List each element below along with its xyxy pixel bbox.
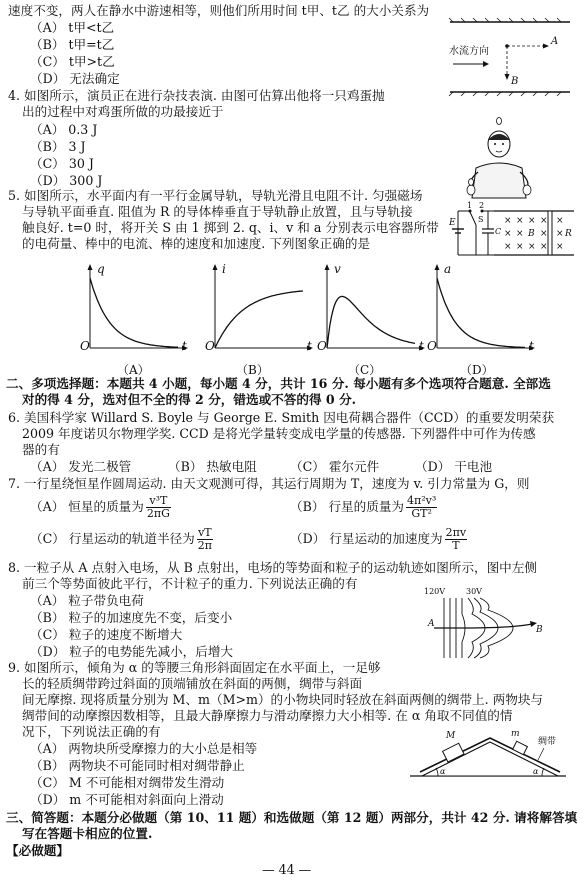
- q9-option-a: （A） 两物块所受摩擦力的大小总是相等: [30, 741, 258, 756]
- section-3-heading-2: 写在答题卡相应的位置.: [22, 826, 153, 841]
- q6-text-1: 6. 美国科学家 Willard S. Boyle 与 George E. Smith 因电荷耦合器件（CCD）的重要发明荣获: [8, 410, 555, 425]
- svg-text:×: ×: [528, 216, 536, 226]
- graph-b-y-label: i: [222, 262, 226, 276]
- q7-b-text: （B） 行星的质量为: [290, 499, 405, 514]
- section-2-heading-2: 对的得 4 分，选对但不全的得 2 分，错选或不答的得 0 分.: [22, 392, 357, 407]
- graph-d-svg: [425, 264, 535, 364]
- graph-c-y-label: v: [334, 262, 341, 276]
- point-b-label: B: [511, 76, 519, 87]
- svg-text:×: ×: [516, 216, 524, 226]
- graph-a-origin: O: [80, 339, 90, 353]
- page-number: — 44 —: [262, 862, 312, 877]
- ribbon-label: 绸带: [538, 737, 557, 747]
- graph-c-origin: O: [317, 339, 327, 353]
- graph-d-label: （D）: [460, 363, 494, 377]
- required-questions-label: 【必做题】: [6, 843, 69, 858]
- q4-option-a: （A） 0.3 J: [30, 122, 98, 137]
- curve-a: [437, 278, 525, 347]
- q9-option-c: （C） M 不可能相对绸带发生滑动: [30, 775, 225, 790]
- q8-text-2: 前三个等势面彼此平行，不计粒子的重力. 下列说法正确的有: [22, 576, 358, 591]
- q8-option-d: （D） 粒子的电势能先减小，后增大: [30, 644, 234, 659]
- graph-a-x-label: t: [182, 339, 187, 353]
- q5-text-2: 与导轨平面垂直. 阻值为 R 的导体棒垂直于导轨静止放置，且与导轨接: [22, 204, 413, 219]
- graph-a-y-label: q: [97, 262, 105, 276]
- q7-option-a: [30, 494, 173, 520]
- q8-option-a: （A） 粒子带负电荷: [30, 593, 144, 608]
- svg-text:×: ×: [516, 242, 524, 252]
- mass-M-label: M: [446, 731, 456, 741]
- terminal-2-label: 2: [479, 201, 485, 210]
- graph-b-x-label: t: [307, 339, 312, 353]
- field-label: B: [528, 229, 535, 239]
- q7-c-fraction: $\frac{vT}{2\pi}$: [197, 526, 212, 552]
- angle-left-label: α: [440, 767, 446, 776]
- resistance-label: R: [565, 229, 572, 239]
- q4-option-b: （B） 3 J: [30, 139, 86, 154]
- graph-d-y-label: a: [444, 262, 452, 276]
- svg-text:×: ×: [504, 229, 512, 239]
- svg-text:×: ×: [504, 216, 512, 226]
- q6-text-2: 2009 年度诺贝尔物理学奖. CCD 是将光学量转变成电学量的传感器. 下列器件中可作为传感: [22, 426, 536, 441]
- potential-30v-label: 30V: [466, 587, 482, 596]
- curve-q: [90, 278, 178, 347]
- q5-circuit-figure: [448, 203, 576, 261]
- graph-c-x-label: t: [419, 339, 424, 353]
- capacitor-label: C: [495, 227, 502, 236]
- graph-a-svg: [78, 264, 188, 364]
- q5-text-1: 5. 如图所示，水平面内有一平行金属导轨，导轨光滑且电阻不计. 匀强磁场: [8, 188, 423, 203]
- q4-text-1: 4. 如图所示，演员正在进行杂技表演. 由图可估算出他将一只鸡蛋抛: [8, 88, 385, 103]
- emf-label: E: [449, 218, 456, 228]
- q8-point-b: B: [536, 625, 543, 635]
- point-a-label: A: [551, 36, 559, 47]
- graph-b-origin: O: [205, 339, 215, 353]
- q9-incline-figure: [408, 724, 568, 782]
- graph-d-x-label: t: [529, 339, 534, 353]
- q6-option-c: （C） 霍尔元件: [290, 459, 380, 474]
- q7-option-c: [30, 526, 215, 552]
- section-3-heading-1: 三、简答题：本题分必做题（第 10、11 题）和选做题（第 12 题）两部分，共计 42 分. 请将解答填: [6, 810, 578, 825]
- q9-text-5: 况下，下列说法正确的有: [22, 724, 161, 739]
- graph-d-origin: O: [427, 339, 437, 353]
- terminal-1-label: 1: [467, 201, 473, 210]
- current-direction-label: 水流方向: [449, 46, 489, 57]
- q3-option-a: （A） t甲<t乙: [30, 20, 115, 35]
- q9-text-2: 长的轻质绸带跨过斜面的顶端铺放在斜面的两侧，绸带与斜面: [22, 676, 363, 691]
- potential-120v-label: 120V: [424, 587, 446, 596]
- svg-text:×: ×: [556, 229, 564, 239]
- q7-c-text: （C） 行星运动的轨道半径为: [30, 531, 195, 546]
- q5-text-4: 的电荷量、棒中的电流、棒的速度和加速度. 下列图象正确的是: [22, 236, 371, 251]
- angle-right-label: α: [533, 767, 539, 776]
- switch-label: S: [478, 215, 484, 224]
- q7-b-fraction: $\frac{\text{4π²v³}}{\text{GT²}}$: [407, 494, 437, 520]
- q6-option-a: （A） 发光二极管: [30, 459, 132, 474]
- q3-option-c: （C） t甲>t乙: [30, 54, 115, 69]
- graph-c-label: （C）: [348, 363, 382, 377]
- q3-option-b: （B） t甲=t乙: [30, 37, 115, 52]
- section-2-heading-1: 二、多项选择题：本题共 4 小题，每小题 4 分，共计 16 分. 每小题有多个选项符合题意. 全部选: [6, 376, 551, 391]
- q7-option-d: [290, 526, 469, 552]
- graph-a-label: （A）: [117, 363, 150, 377]
- q8-field-figure: [420, 584, 560, 660]
- q7-text: 7. 一行星绕恒星作圆周运动. 由天文观测可得，其运行周期为 T，速度为 v. 引力常量为 G，则: [8, 476, 530, 491]
- q4-option-c: （C） 30 J: [30, 156, 94, 171]
- mass-m-label: m: [511, 729, 520, 739]
- q6-option-d: （D） 干电池: [415, 459, 493, 474]
- svg-text:×: ×: [540, 242, 548, 252]
- curve-i: [215, 291, 303, 348]
- q8-text-1: 8. 一粒子从 A 点射入电场，从 B 点射出，电场的等势面和粒子的运动轨迹如图所示，图中左侧: [8, 560, 537, 575]
- q4-text-2: 出的过程中对鸡蛋所做的功最接近于: [22, 104, 224, 119]
- q8-option-b: （B） 粒子的加速度先不变，后变小: [30, 610, 233, 625]
- q7-d-text: （D） 行星运动的加速度为: [290, 531, 443, 546]
- q7-d-fraction: $\frac{2\pi v}{T}$: [445, 526, 467, 552]
- graph-b-svg: [203, 264, 313, 364]
- graph-c-svg: [315, 264, 425, 364]
- q9-option-b: （B） 两物块不可能同时相对绸带静止: [30, 758, 245, 773]
- q7-a-text: （A） 恒星的质量为: [30, 499, 144, 514]
- q9-text-3: 间无摩擦. 现将质量分别为 M、m（M>m）的小物块同时轻放在斜面两侧的绸带上. 两物块与: [22, 692, 544, 707]
- graph-b-label: （B）: [236, 363, 269, 377]
- curve-v: [327, 296, 415, 348]
- svg-text:×: ×: [556, 216, 564, 226]
- q9-text-4: 绸带间的动摩擦因数相等，且最大静摩擦力与滑动摩擦力大小相等. 在 α 角取不同值的情: [22, 708, 513, 723]
- q5-text-3: 触良好. t=0 时，将开关 S 由 1 掷到 2. q、i、v 和 a 分别表示电容器所带: [22, 220, 439, 235]
- svg-text:×: ×: [528, 242, 536, 252]
- svg-text:×: ×: [504, 242, 512, 252]
- svg-text:×: ×: [556, 242, 564, 252]
- svg-text:×: ×: [540, 216, 548, 226]
- svg-text:×: ×: [516, 229, 524, 239]
- svg-text:×: ×: [540, 229, 548, 239]
- q7-option-b: [290, 494, 439, 520]
- q4-option-d: （D） 300 J: [30, 173, 103, 188]
- juggler-figure: [458, 112, 540, 200]
- q8-option-c: （C） 粒子的速度不断增大: [30, 627, 183, 642]
- q7-a-fraction: $\frac{\text{v³T}}{2\pi G}$: [146, 494, 170, 520]
- q3-text: 速度不变，两人在静水中游速相等，则他们所用时间 t甲、t乙 的大小关系为: [8, 3, 430, 18]
- q6-text-3: 器的有: [22, 442, 60, 457]
- q8-point-a: A: [428, 619, 435, 629]
- q3-option-d: （D） 无法确定: [30, 71, 120, 86]
- q3-river-figure: [445, 18, 575, 98]
- q6-option-b: （B） 热敏电阻: [168, 459, 257, 474]
- q9-option-d: （D） m 不可能相对斜面向上滑动: [30, 792, 224, 807]
- q9-text-1: 9. 如图所示，倾角为 α 的等腰三角形斜面固定在水平面上，一足够: [8, 660, 381, 675]
